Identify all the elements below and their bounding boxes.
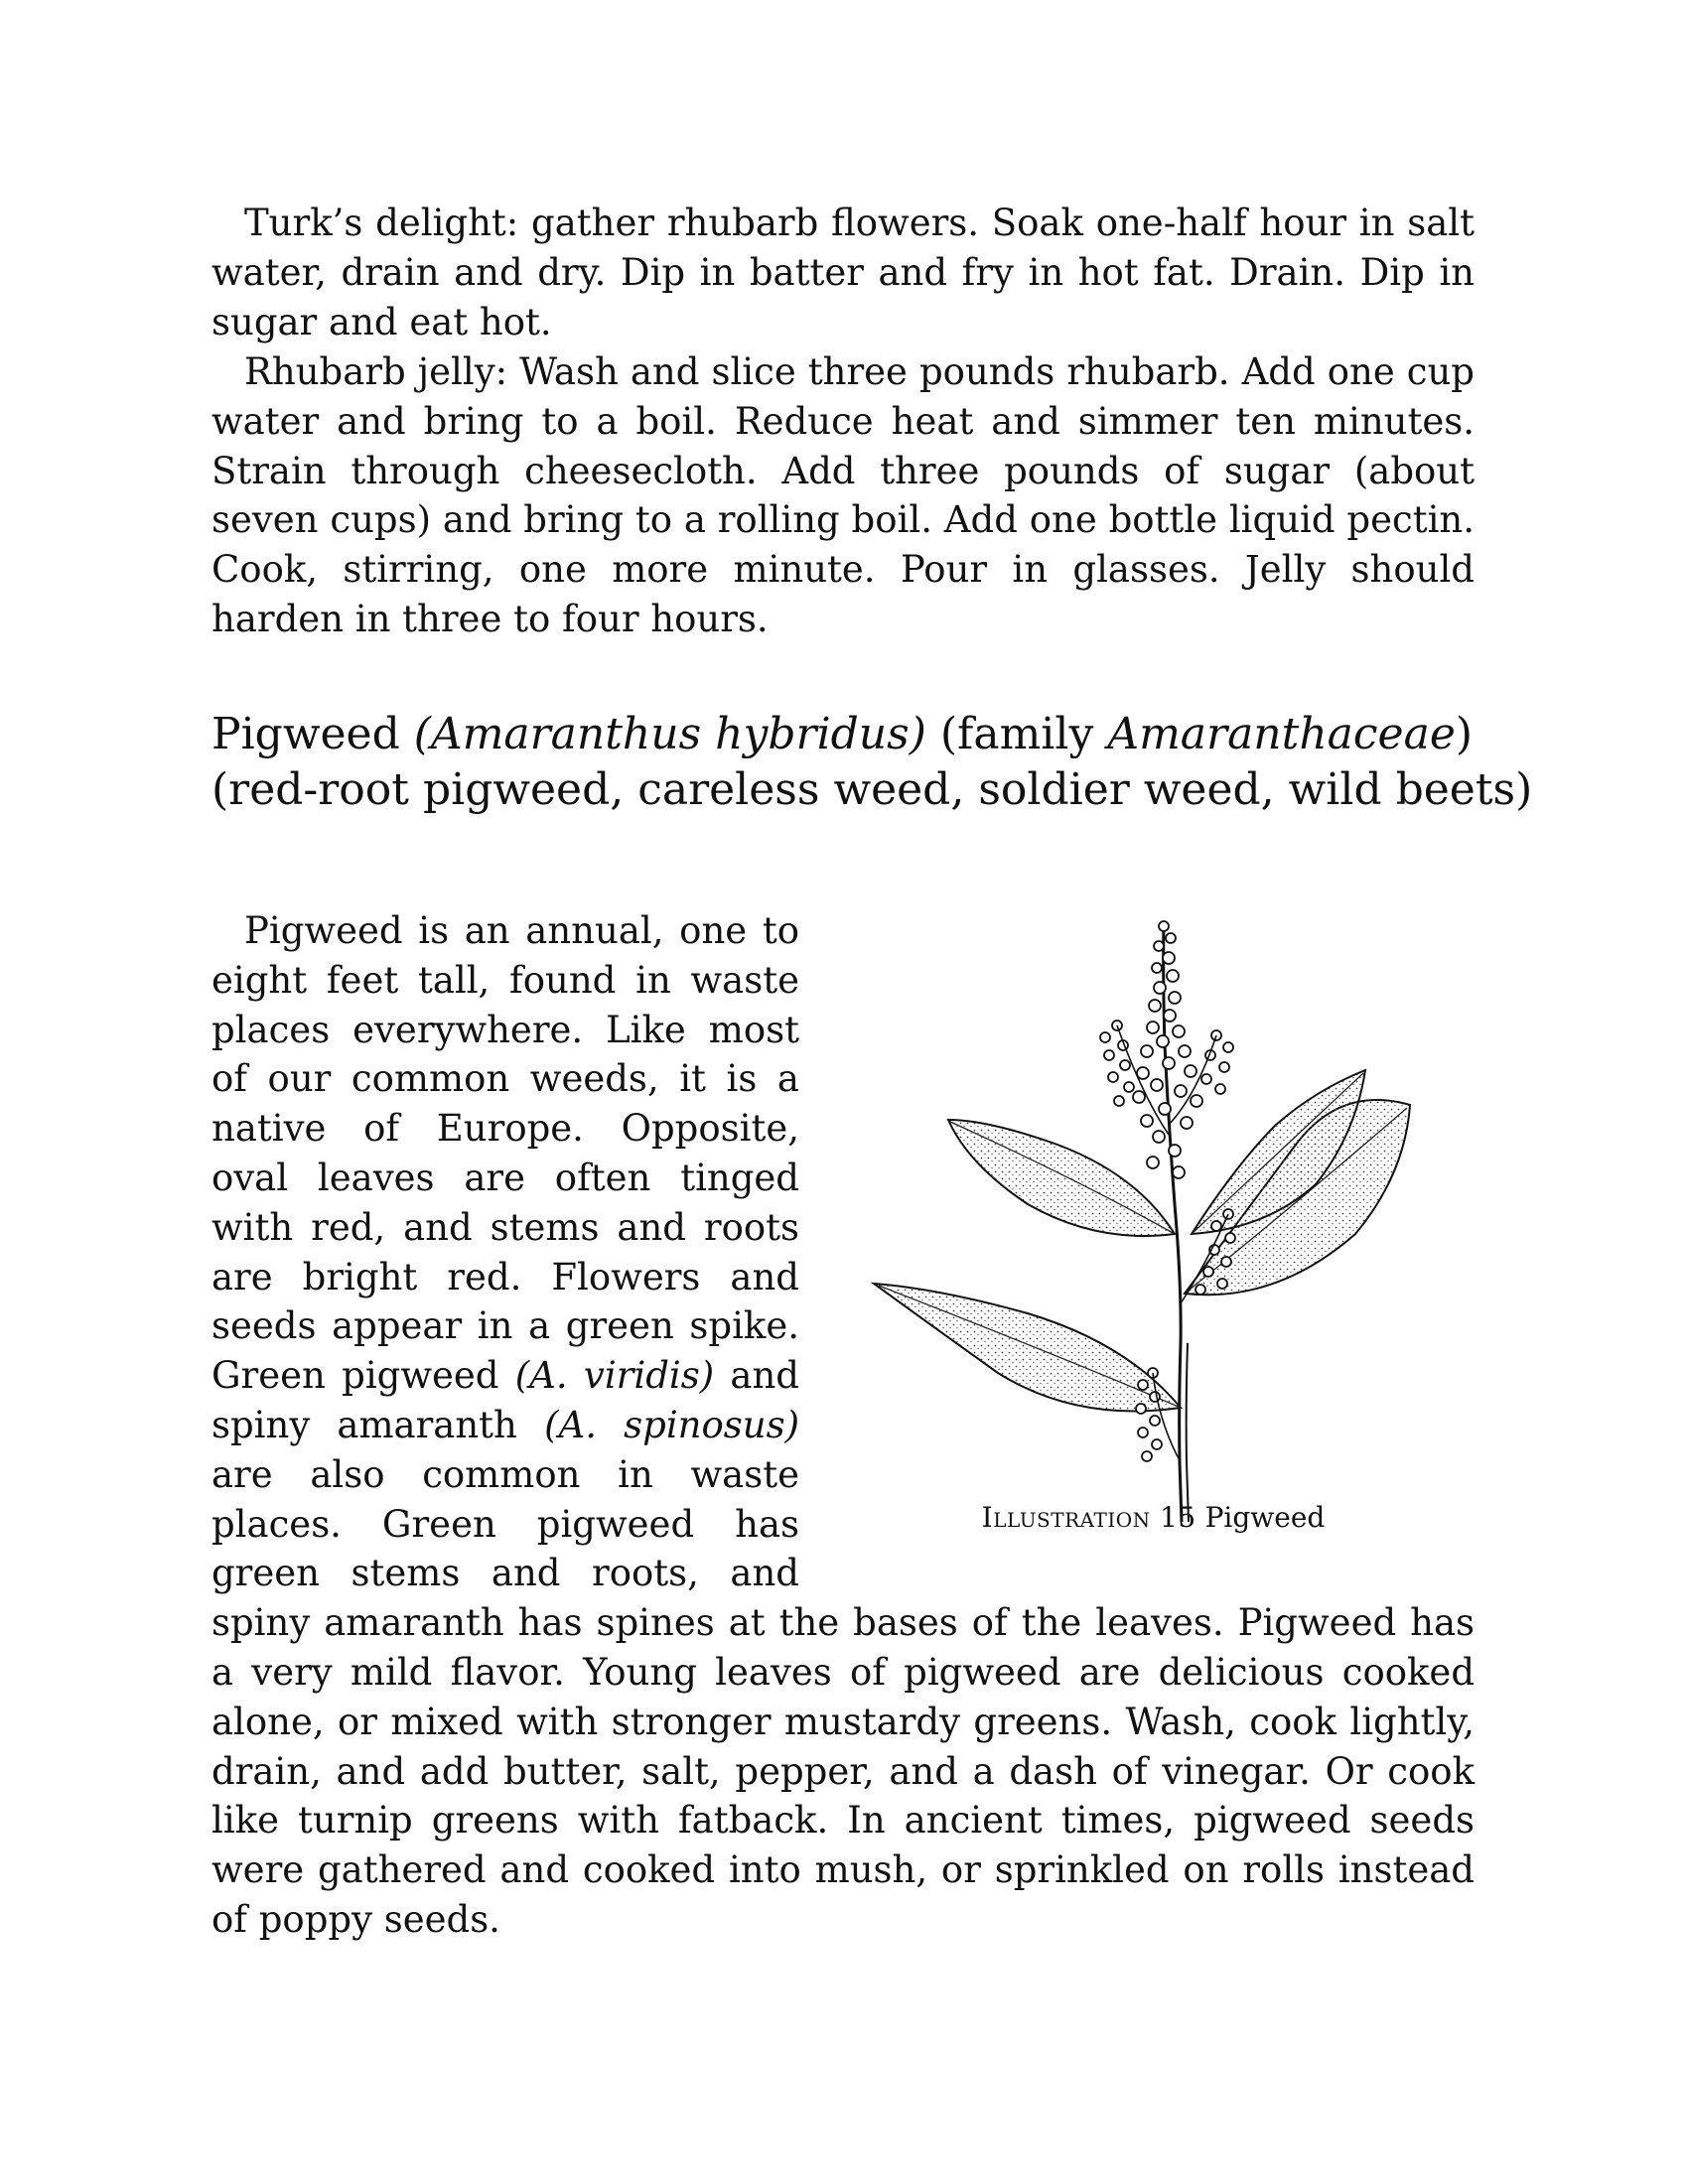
pigweed-description (211, 906, 1475, 1945)
figure-label: Illustration 15 (981, 1501, 1196, 1534)
heading-name-line (211, 707, 1537, 762)
heading-other-names: (red-root pigweed, careless weed, soldier weed, wild beets) (211, 764, 1533, 815)
figure-caption (799, 1500, 1475, 1536)
heading-family-suffix: ) (1455, 709, 1474, 759)
heading-common-name: Pigweed (211, 709, 400, 759)
pigweed-text-part3: are also common in waste places. Green pigweed has green stems and roots, and spiny amaranth has spines at the bases of the leaves. Pigweed has a very mild flavor. Young leaves of pigweed are delicious cooked alone, or mixed with stronger mustardy greens. Wash, cook lightly, drain, and add butter, salt, pepper, and a dash of vinegar. Or cook like turnip greens with fatback. In ancient times, pigweed seeds were gathered and cooked into mush, or sprinkled on rolls instead of poppy seeds. (211, 1452, 1475, 1941)
spiny-amaranth-scientific-name: (A. spinosus) (544, 1403, 799, 1446)
green-pigweed-scientific-name: (A. viridis) (514, 1354, 715, 1398)
paragraph-turks-delight: Turk’s delight: gather rhubarb flowers. Soak one-half hour in salt water, drain and dry. Dip in batter and fry in hot fat. Drain. Dip in sugar and eat hot. (211, 202, 1475, 343)
pigweed-text-part1: Pigweed is an annual, one to eight feet tall, found in waste places everywhere. Like most of our common weeds, it is a native of Europe. Opposite, oval leaves are often tinged with red, and stems and roots are bright red. Flowers and seeds appear in a green spike. Green pigweed (211, 909, 799, 1398)
heading-family-prefix: (family (939, 709, 1094, 759)
paragraph-rhubarb-jelly: Rhubarb jelly: Wash and slice three pounds rhubarb. Add one cup water and bring to a boil. Reduce heat and simmer ten minutes. Strain through cheesecloth. Add three pounds of sugar (about seven cups) and bring to a rolling boil. Add one bottle liquid pectin. Cook, stirring, one more minute. Pour in glasses. Jelly should harden in three to four hours. (211, 350, 1475, 640)
heading-scientific-name: (Amaranthus hybridus) (413, 709, 926, 759)
figure-title: Pigweed (1204, 1501, 1326, 1534)
pigweed-text-part2: and spiny amaranth (211, 1354, 799, 1446)
heading-family-name: Amaranthaceae (1107, 709, 1456, 759)
pigweed-figure (799, 906, 1475, 1598)
pigweed-heading (211, 707, 1537, 818)
pigweed-plant-illustration (799, 906, 1475, 1522)
